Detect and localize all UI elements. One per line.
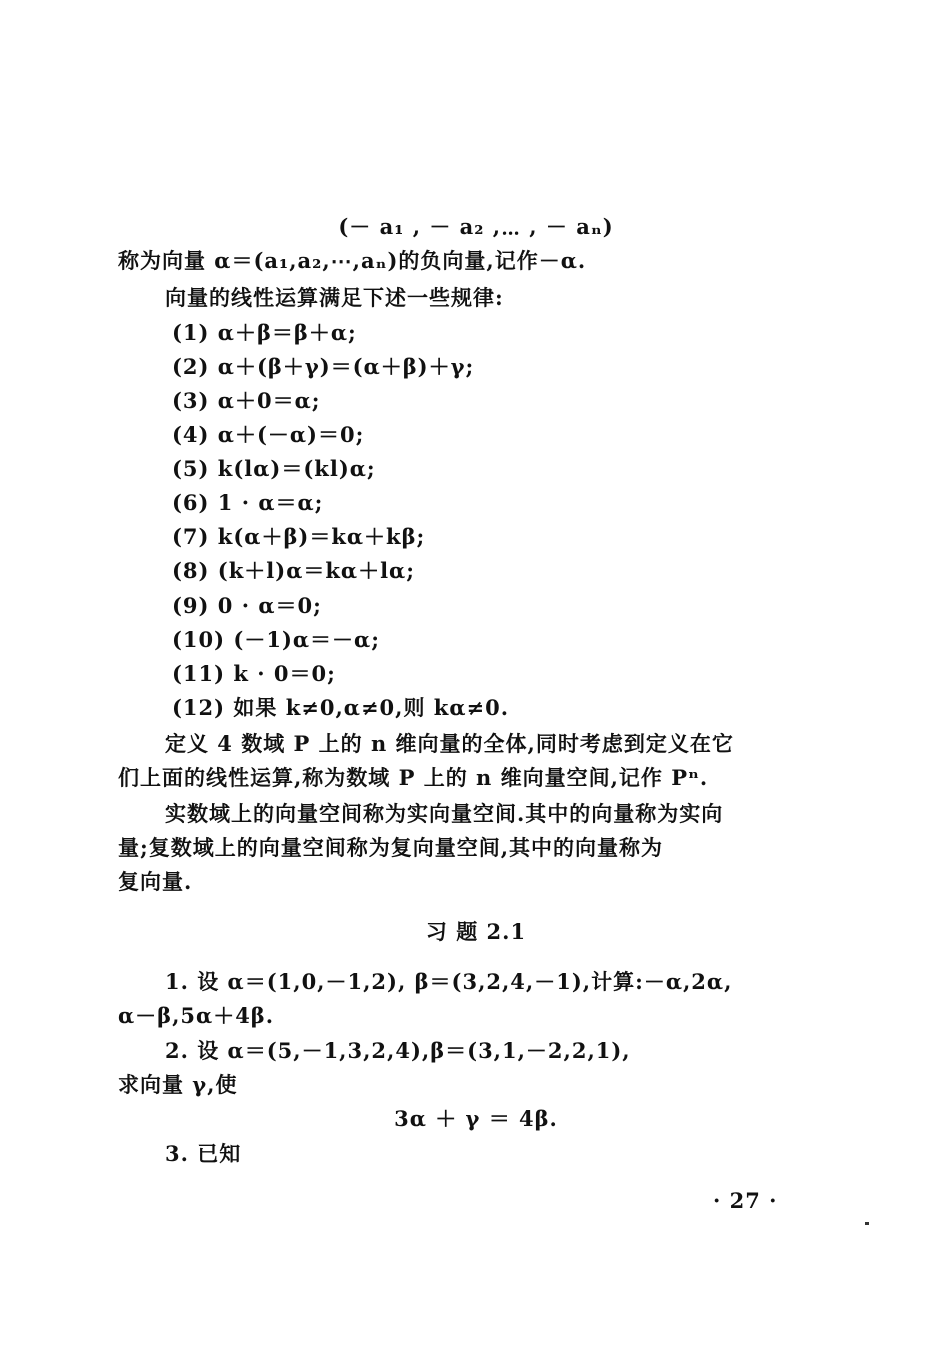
definition-4-line-2: 们上面的线性运算,称为数域 P 上的 n 维向量空间,记作 Pⁿ. [118, 765, 709, 790]
paragraph-line-2: 量;复数域上的向量空间称为复向量空间,其中的向量称为 [118, 835, 664, 860]
law-item: (7) k(α＋β)＝kα＋kβ; [172, 524, 426, 549]
exercise-section-title: 习 题 2.1 [425, 919, 527, 944]
exercise-2-formula: 3α ＋ γ ＝ 4β. [394, 1106, 558, 1131]
law-item: (6) 1 · α＝α; [172, 490, 324, 515]
law-item: (4) α＋(－α)＝0; [172, 422, 365, 447]
law-item: (8) (k＋l)α＝kα＋lα; [172, 558, 415, 583]
exercise-2-line-2: 求向量 γ,使 [118, 1072, 238, 1097]
paragraph-line-3: 复向量. [118, 869, 193, 894]
law-item: (9) 0 · α＝0; [172, 593, 322, 618]
scan-speck [865, 1222, 869, 1225]
paragraph-line-1: 实数域上的向量空间称为实向量空间.其中的向量称为实向 [165, 801, 724, 826]
law-item: (10) (－1)α＝－α; [172, 627, 380, 652]
exercise-1-line-2: α－β,5α＋4β. [118, 1003, 275, 1028]
law-item: (2) α＋(β＋γ)＝(α＋β)＋γ; [172, 354, 475, 379]
definition-4-line-1: 定义 4 数域 P 上的 n 维向量的全体,同时考虑到定义在它 [165, 731, 734, 756]
page-number: · 27 · [713, 1188, 778, 1213]
law-item: (12) 如果 k≠0,α≠0,则 kα≠0. [172, 695, 510, 720]
law-item: (11) k · 0＝0; [172, 661, 336, 686]
laws-intro: 向量的线性运算满足下述一些规律: [165, 285, 504, 310]
exercise-2-line-1: 2. 设 α＝(5,－1,3,2,4),β＝(3,1,－2,2,1), [165, 1038, 631, 1063]
negative-vector-definition: 称为向量 α＝(a₁,a₂,⋯,aₙ)的负向量,记作－α. [118, 248, 587, 273]
exercise-1-line-1: 1. 设 α＝(1,0,－1,2), β＝(3,2,4,－1),计算:－α,2α, [165, 969, 733, 994]
law-item: (1) α＋β＝β＋α; [172, 320, 357, 345]
exercise-3-line-1: 3. 已知 [165, 1141, 242, 1166]
law-item: (5) k(lα)＝(kl)α; [172, 456, 376, 481]
law-item: (3) α＋0＝α; [172, 388, 321, 413]
negative-vector-formula: (－ a₁ , － a₂ ,⋯ , － aₙ) [338, 214, 614, 239]
